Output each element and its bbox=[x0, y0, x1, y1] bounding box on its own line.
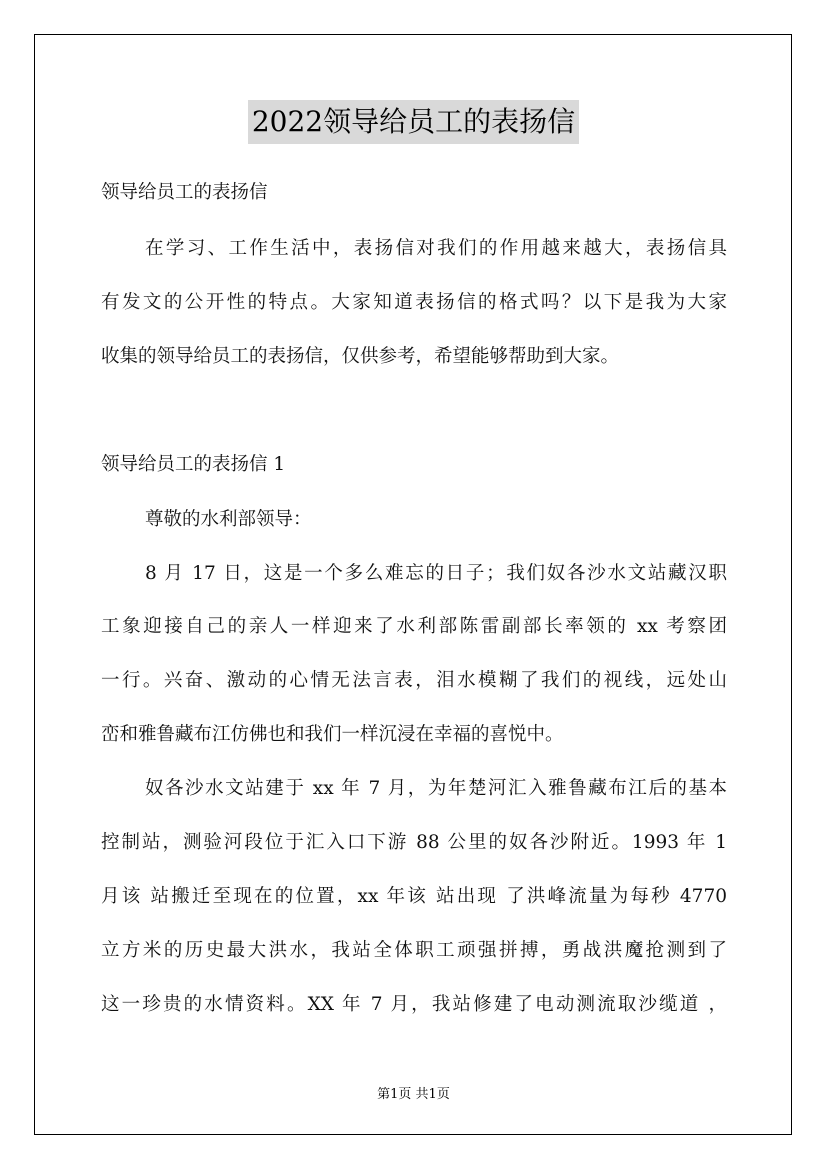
intro-line-2: 有发文的公开性的特点。大家知道表扬信的格式吗？以下是我为大家 bbox=[101, 292, 727, 313]
intro-line-3: 收集的领导给员工的表扬信，仅供参考，希望能够帮助到大家。 bbox=[101, 346, 620, 367]
para2-line-5: 这一珍贵的水情资料。XX 年 7 月，我站修建了电动测流取沙缆道 ， bbox=[101, 994, 727, 1015]
para2-line-3: 月该 站搬迁至现在的位置，xx 年该 站出现 了洪峰流量为每秒 4770 bbox=[101, 886, 727, 907]
para2-line-4: 立方米的历史最大洪水，我站全体职工顽强拼搏，勇战洪魔抢测到了 bbox=[101, 940, 727, 961]
salutation: 尊敬的水利部领导： bbox=[145, 509, 312, 530]
para1-line-3: 一行。兴奋、激动的心情无法言表，泪水模糊了我们的视线，远处山 bbox=[101, 670, 727, 691]
page-footer: 第1页 共1页 bbox=[377, 1087, 450, 1102]
para1-line-4: 峦和雅鲁藏布江仿佛也和我们一样沉浸在幸福的喜悦中。 bbox=[101, 724, 564, 745]
para1-line-1: 8 月 17 日，这是一个多么难忘的日子；我们奴各沙水文站藏汉职 bbox=[145, 563, 727, 584]
para2-line-1: 奴各沙水文站建于 xx 年 7 月，为年楚河汇入雅鲁藏布江后的基本 bbox=[145, 778, 727, 799]
section-heading: 领导给员工的表扬信 bbox=[101, 182, 268, 203]
letter-heading: 领导给员工的表扬信 1 bbox=[101, 454, 286, 475]
para1-line-2: 工象迎接自己的亲人一样迎来了水利部陈雷副部长率领的 xx 考察团 bbox=[101, 616, 727, 637]
document-title: 2022领导给员工的表扬信 bbox=[248, 100, 579, 144]
title-container bbox=[0, 100, 827, 144]
para2-line-2: 控制站，测验河段位于汇入口下游 88 公里的奴各沙附近。1993 年 1 bbox=[101, 832, 727, 853]
intro-line-1: 在学习、工作生活中，表扬信对我们的作用越来越大，表扬信具 bbox=[145, 238, 727, 259]
